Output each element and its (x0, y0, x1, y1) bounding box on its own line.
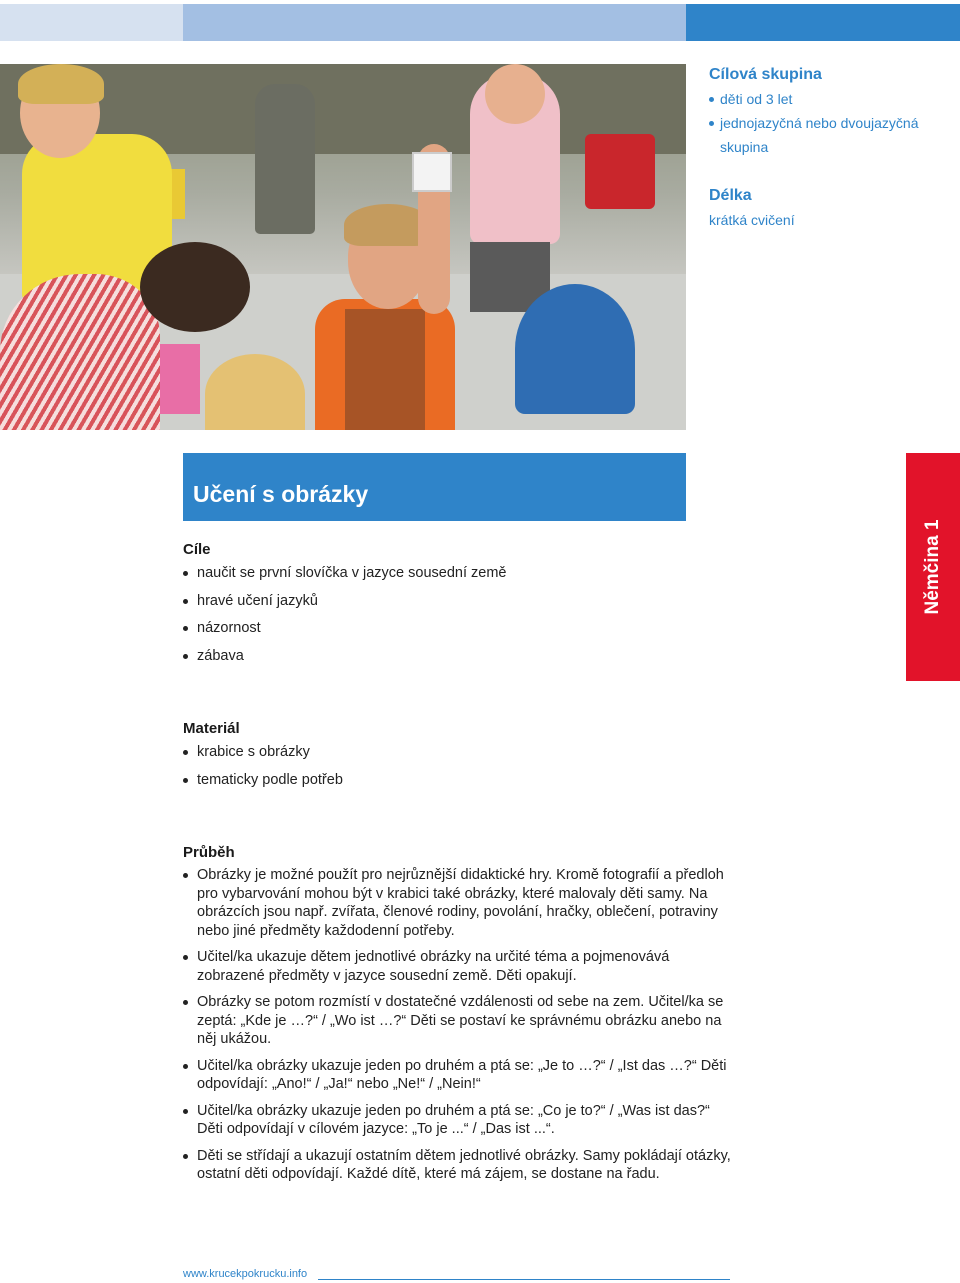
page-title: Učení s obrázky (193, 481, 369, 507)
procedure-item: Učitel/ka obrázky ukazuje jeden po druhém a ptá se: „Je to …?“ / „Ist das …?“ Děti odpovídají: „Ano!“ / „Ja!“ nebo „Ne!“ / „Nein!“ (183, 1057, 733, 1094)
duration-heading: Délka (709, 187, 752, 204)
procedure-heading: Průběh (183, 844, 235, 861)
material-item: tematicky podle potřeb (183, 771, 733, 789)
procedure-item: Obrázky je možné použít pro nejrůznější didaktické hry. Kromě fotografií a předloh pro vybarvování mohou být v krabici také obrázky, které malovaly děti samy. Na obrázcích jsou např. zvířata, členové rodiny, povolání, hračky, oblečení, potraviny nebo jiné předměty každodenní potřeby. (183, 866, 733, 940)
top-bar-mid (183, 4, 686, 41)
target-group-item: děti od 3 let (709, 87, 939, 111)
children-photo (0, 64, 686, 430)
goals-list (183, 564, 733, 674)
goal-item: názornost (183, 619, 733, 637)
goal-item: hravé učení jazyků (183, 592, 733, 610)
procedure-item: Učitel/ka obrázky ukazuje jeden po druhém a ptá se: „Co je to?“ / „Was ist das?“ Děti odpovídají v cílovém jazyce: „To je ...“ / „Das ist ...“. (183, 1102, 733, 1139)
duration-text: krátká cvičení (709, 212, 795, 228)
goals-heading: Cíle (183, 541, 211, 558)
material-list (183, 743, 733, 798)
material-heading: Materiál (183, 720, 240, 737)
side-tab (906, 453, 960, 681)
goal-item: naučit se první slovíčka v jazyce sousední země (183, 564, 733, 582)
target-group-item: jednojazyčná nebo dvoujazyčná skupina (709, 111, 939, 159)
top-bar-dark (686, 4, 960, 41)
procedure-item: Děti se střídají a ukazují ostatním dětem jednotlivé obrázky. Samy pokládají otázky, ostatní děti odpovídají. Každé dítě, které má zájem, se dostane na řadu. (183, 1147, 733, 1184)
procedure-list (183, 866, 733, 1192)
procedure-item: Obrázky se potom rozmístí v dostatečné vzdálenosti od sebe na zem. Učitel/ka se zeptá: „Kde je …?“ / „Wo ist …?“ Děti se postaví ke správnému obrázku anebo na něj ukážou. (183, 993, 733, 1049)
goal-item: zábava (183, 647, 733, 665)
target-group-heading: Cílová skupina (709, 66, 822, 83)
side-tab-label: Němčina 1 (922, 519, 943, 615)
footer-website-link[interactable]: www.krucekpokrucku.info (183, 1268, 308, 1280)
procedure-item: Učitel/ka ukazuje dětem jednotlivé obrázky na určité téma a pojmenovává zobrazené předměty v jazyce sousední země. Děti opakují. (183, 948, 733, 985)
material-item: krabice s obrázky (183, 743, 733, 761)
title-band (183, 453, 686, 521)
target-group-list (709, 87, 939, 159)
footer-divider (318, 1279, 730, 1280)
